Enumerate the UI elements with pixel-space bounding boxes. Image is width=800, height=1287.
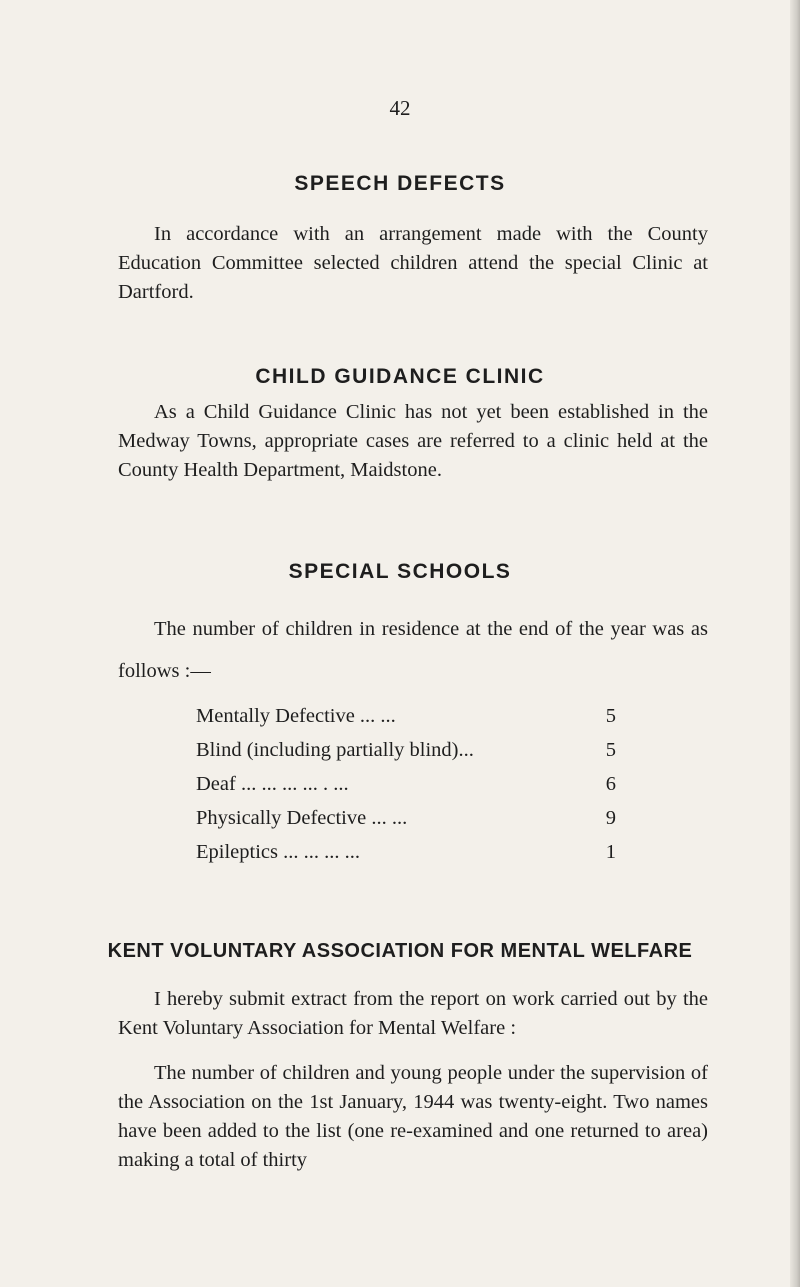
kent-association-paragraph-2 [118,1059,708,1175]
list-item [196,835,616,869]
special-schools-intro-text: The number of children in residence at the end of the year was as follows :— [118,618,708,682]
list-item-count: 5 [605,705,616,727]
list-item-label: Epileptics ... ... ... ... [196,841,360,863]
list-item-count: 5 [605,739,616,761]
page-number: 42 [389,96,411,120]
list-item-count: 1 [605,841,616,863]
kent-association-paragraph-1 [118,985,708,1043]
kent-association-text-1: I hereby submit extract from the report on work carried out by the Kent Voluntary Association for Mental Welfare : [118,988,708,1039]
child-guidance-heading: CHILD GUIDANCE CLINIC [255,365,545,388]
speech-defects-paragraph [118,220,708,307]
special-schools-intro [118,608,708,692]
list-item [196,801,616,835]
list-item-count: 9 [605,807,616,829]
kent-association-heading: KENT VOLUNTARY ASSOCIATION FOR MENTAL WELFARE [107,940,693,962]
special-schools-list [196,699,616,869]
list-item [196,767,616,801]
special-schools-heading: SPECIAL SCHOOLS [288,560,512,583]
list-item-label: Deaf ... ... ... ... . ... [196,773,349,795]
child-guidance-paragraph [118,398,708,485]
kent-association-text-2: The number of children and young people under the supervision of the Association on the 1st January, 1944 was twenty-eight. Two names have been added to the list (one re-examined and one returned to area) making a total of thirty [118,1062,708,1171]
child-guidance-text: As a Child Guidance Clinic has not yet been established in the Medway Towns, appropriate cases are referred to a clinic held at the County Health Department, Maidstone. [118,401,708,481]
speech-defects-text: In accordance with an arrangement made with the County Education Committee selected children attend the special Clinic at Dartford. [118,223,708,303]
list-item-label: Blind (including partially blind)... [196,739,474,761]
list-item-label: Physically Defective ... ... [196,807,408,829]
list-item [196,733,616,767]
speech-defects-heading: SPEECH DEFECTS [294,172,506,195]
list-item-count: 6 [605,773,616,795]
list-item [196,699,616,733]
list-item-label: Mentally Defective ... ... [196,705,396,727]
